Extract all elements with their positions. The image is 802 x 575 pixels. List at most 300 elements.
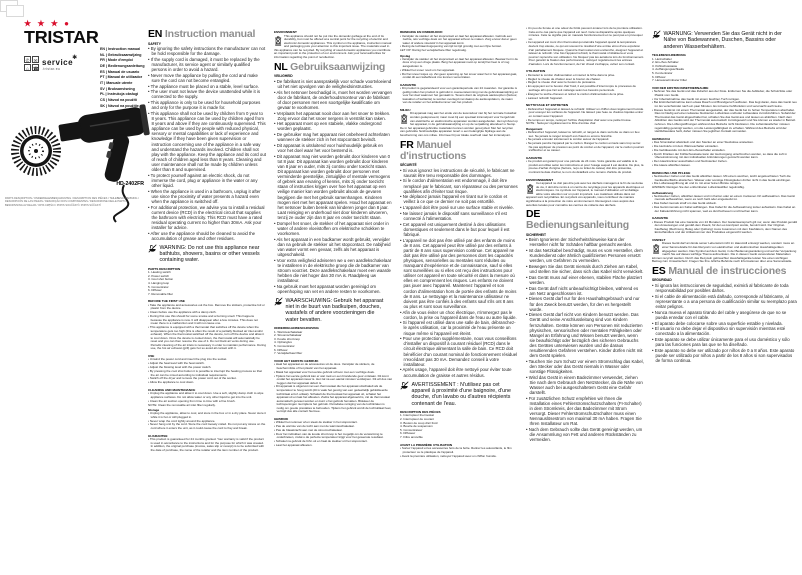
subsection-heading: GEBRUIK (274, 416, 289, 421)
bullet-item: • Si ignora las instrucciones de seguridad, eximirá al fabricante de toda responsabilidad por posibles daños. (652, 283, 798, 293)
part-item: Koude shot knop (277, 336, 300, 341)
part-item: Concentrator (277, 343, 295, 348)
bullet-item: • L'appareil doit être posé sur une surface stable et nivelée. (400, 205, 518, 210)
bullet-item: • Dit apparaat mag niet worden gebruikt door kinderen van 0 tot 8 jaar. Dit apparaat kan worden gebruikt door kinderen van 8 jaar en ouder, mits zij continu onder toezicht staan. Dit apparaat kan worden gebruikt door personen met verminderde geestelijke, zintuiglijke of mentale vermogens of gebrek aan ervaring of kennis, mits zij onder toezicht staan of instructies krijgen over hoe het apparaat op een veilige manier kan worden gebruikt alsook de gevaren begrijpen die met het gebruik samenhangen. Kinderen mogen niet met het apparaat spelen. Houd het apparaat en het netsnoer buiten bereik van kinderen jonger dan 8 jaar. Laat reiniging en onderhoud niet door kinderen uitvoeren, tenzij ze ouder zijn dan 8 jaar en onder toezicht staan. (274, 154, 392, 220)
separator: | (105, 63, 109, 68)
bullet-item: • Si l'appareil est utilisé dans une salle de bain, débranchez-le après utilisation, car la proximité de l'eau présente un risque même si l'appareil est éteint. (400, 320, 518, 335)
part-item: Ein-/Aus-Schalter (655, 60, 679, 65)
bullet-item: • Adjust the blowing level with the power switch. (148, 366, 266, 370)
bullet-item: • Never wrap the cord tightly around the appliance. (148, 420, 266, 424)
bullet-item: • Nach dem Gebrauch sollte das Gerät gereinigt werden, um die Ansammlung von Fett und anderen Rückständen zu vermeiden. (526, 427, 644, 442)
language-code: DE (526, 208, 541, 221)
bullet-list (652, 141, 798, 167)
bullet-item: • Laissez refroidir l'appareil. (526, 97, 644, 101)
phone-icon: ✆ (25, 58, 30, 63)
numbered-parts-list (400, 414, 518, 439)
bullet-item: • Clean the air suction opening from time to time with a fine brush. (148, 400, 266, 404)
bullet-item: • Bewegen Sie das Gerät niemals durch Ziehen am Kabel, und stellen Sie sicher, dass sich das Kabel nicht verwickelt. (526, 264, 644, 274)
bullet-item: • Netzstecker ziehen, abkühlen lassen und im Karton oder an einem trockenen Ort aufbewahren. Das Gerät niemals aufbewahren, wenn es noch heiß oder eingesteckt ist. (652, 195, 798, 202)
bullet-item: • De temps en temps, nettoyez l'orifice d'aspiration d'air avec une petite brosse. (526, 119, 644, 123)
no-water-warning-icon (148, 244, 157, 255)
part-item: Bouton de coup d'air froid (403, 420, 438, 425)
bullet-item: • Si le cordon d'alimentation est endommagé, il doit être remplacé par le fabricant, son réparateur ou des personnes qualifiées afin d'éviter tout risque. (400, 178, 518, 193)
bullet-list (526, 131, 644, 153)
bullet-item: • Reinig de luchtaanzuigopening van tijd tot tijd grondig met een fijne borstel. (400, 45, 518, 49)
bullet-item: • Ne déplacez jamais l'appareil en tirant sur le cordon et veillez à ce que ce dernier ne soit pas entortillé. (400, 194, 518, 204)
bullet-list (148, 304, 266, 351)
bullet-item: • Verwijder de stekker uit het stopcontact en laat het apparaat afkoelen. Gebruik een zachte, iets vochtige doek om het apparaat schoon te maken. Zorg ervoor dat er geen water of andere vloeistof in het apparaat komt. (400, 35, 518, 46)
bullet-item: • Das Gerät niemals am Kabel aufhängen. Das Kabel für die Aufbewahrung locker aufwickeln. Das Kabel an der Kabeleinführung nicht spannen, weil es durchscheuern und brechen kann. (652, 206, 798, 213)
subsection-subheading: Aufbewahrung (652, 190, 673, 195)
bullet-item: • Réglez le niveau d'air avec le bouton de puissance. (526, 81, 644, 85)
bullet-item: • Als het apparaat in een badkamer wordt gebruikt, verwijder dan na gebruik de stekker uit het stopcontact. De nabijheid van water vormt een gevaar, zelfs als het apparaat is uitgeschakeld. (274, 237, 392, 257)
part-item: Aufhängungsschlaufe (655, 67, 685, 72)
service-contact-icons (24, 56, 39, 71)
bullet-item: • Après usage, l'appareil doit être nettoyé pour éviter toute accumulation de graisse et autres résidus. (400, 367, 518, 377)
sparkle-icon: ✱ (72, 55, 78, 61)
language-label: Bedienungsanleitung (108, 63, 145, 68)
subsection-heading: GARANTIE (526, 155, 543, 160)
separator: | (105, 47, 109, 51)
service-domain: .tristar.eu (42, 67, 61, 71)
bullet-list (652, 90, 798, 133)
subsection-heading: GUARANTEE (148, 433, 168, 438)
warning-text: WAARSCHUWING: Gebruik het apparaat niet in de buurt van badkuipen, douches, wastafels of andere voorzieningen die water bevatten. (285, 297, 384, 323)
environment-paragraph (274, 35, 392, 60)
bullet-item: • For additional protection, we advise you to install a residual current device (RCD) in the electrical circuit that supplies the bathroom with electricity. This RCD must have a rated residual operating current no higher than 30mA. Ask your installer for advice. (148, 205, 266, 230)
part-item: Interrupteur thermostat (403, 413, 434, 418)
bullet-item: • Unwind the power cord and insert the plug into the socket. (148, 358, 266, 362)
multilanguage-parts-caption: PARTS DESCRIPTION / ONDERDELENBESCHRIJVING / DESCRIPTION DES PIÈCES / TEILEBESCHREIBUNG / DESCRIPCIÓN DE LAS PIEZAS / DESCRIÇÃO DOS COMPONENTES / DESCRIZIONE DELLE PARTI / BESKRIVNING AV DELAR / OPIS CZĘŚCI / POPIS SOUČÁSTÍ / POPIS SÚČASTÍ (5, 197, 139, 207)
numbered-parts-list (148, 271, 266, 296)
bullet-item: • Este aparato no debe ser utilizado por niños de 0 a 8 años. Este aparato puede ser utilizado por niños a partir de los 8 años si son supervisados de forma continua. (652, 348, 798, 363)
part-item: Heating switch (151, 270, 171, 275)
manual-column (526, 27, 644, 574)
bullet-item: • En appuyant sur le bouton d'air froid, il est possible d'interrompre le processus de séchage afin que l'air soit mélangé selon les besoins personnels. (526, 85, 644, 92)
bullet-item: • Pas de warmte van de lucht aan met de warmteschakelaar. (274, 425, 392, 429)
bullet-item: • Cet appareil est muni d'un thermostat qui éteindra l'appareil quand la température devient trop élevée, ce qui est souvent le résultat d'une entrée et/ou d'une expulsion d'air partiellement bloquée. Quand le thermostat s'est enclenché, éteignez l'appareil et laissez-le refroidir. Une fois l'appareil refroidi, le thermostat s'initialisera et vous pourrez reprendre son utilisation. Ne bloquez pas les aérations lors du fonctionnement. Pour garantir la fixation des performances, nettoyez régulièrement les entrées d'aération. Lors du fonctionnement, de l'air chaud s'échappe, évitez son contact. (526, 41, 644, 66)
manual-column (400, 27, 518, 574)
bullet-item: • Si el cable de alimentación está dañado, corresponde al fabricante, al representante o a una persona de cualificación similar su reemplazo para evitar peligros. (652, 294, 798, 309)
separator: | (105, 97, 109, 102)
no-water-warning-icon (274, 297, 283, 308)
logo-stars-icon: ★ ★ ★ ● (24, 19, 72, 28)
subsection-subheading: Opslag (400, 53, 411, 58)
section-title: Manual de instrucciones (668, 264, 787, 277)
part-item: Diffusor (655, 74, 666, 79)
environment-paragraph (526, 182, 644, 207)
separator: | (104, 86, 108, 91)
separator: | (104, 69, 108, 74)
subsection-heading: GEBRAUCH (652, 136, 670, 141)
bullet-item: • Ne jamais enrouler étroitement le cordon autour de l'appareil. (526, 138, 644, 142)
no-water-warning-icon (652, 30, 661, 41)
weee-bin-icon (400, 113, 408, 126)
bullet-list (400, 168, 518, 378)
bullet-list (400, 58, 518, 80)
bullet-list (526, 160, 644, 174)
language-code: SV (100, 86, 105, 91)
environment-paragraph (400, 112, 518, 137)
bullet-item: • When the appliance is used in a bathroom, unplug it after use since the proximity of water presents a hazard even when the appliance is switched off. (148, 189, 266, 204)
note-text: HINWEIS: Reinigen Sie den entfernbaren Lufteinlassfilter regelmäßig. (652, 185, 745, 190)
bullet-item: • Das Stromkabel abwickeln und den Stecker an einer Steckdose anstecken. (652, 141, 798, 145)
bullet-item: • Réglez le niveau de chaleur avec le bouton de chaleur. (526, 78, 644, 82)
bullet-item: • Verwijder de stekker uit het stopcontact en laat het apparaat afkoelen. Bewaar het in de doos of op een droge plaats. Berg het apparaat nooit op terwijl het heet is of nog aangesloten is. (400, 58, 518, 69)
bullet-item: • Dieses Gerät darf nur für den Haushaltsgebrauch und nur für den Zweck benutzt werden, für den es hergestellt wurde. (526, 296, 644, 311)
subsection-heading: UTILISATION (526, 69, 546, 74)
no-water-warning-icon (400, 381, 409, 392)
language-section-header (526, 209, 644, 231)
language-code: ES (652, 264, 666, 277)
language-code: PL (100, 92, 105, 97)
part-item: Interrupteur de courant (403, 417, 434, 422)
part-item: Kühlschusstaste (655, 63, 678, 68)
subsection-heading: GARANTIE (652, 216, 669, 221)
tristar-logo (24, 20, 99, 46)
subsection-heading: DESCRIPTION DES PIÈCES (400, 409, 441, 414)
warning-block (274, 298, 392, 323)
mail-icon: ✉ (33, 58, 38, 63)
bullet-item: • De gebruiker mag het apparaat niet onbeheerd achterlaten wanneer de stekker zich in het stopcontact bevindt. (274, 132, 392, 142)
bullet-item: • Die Heizstufe mit dem Wärmeschalter einstellen. (652, 145, 798, 149)
language-section-header (148, 29, 266, 40)
bullet-item: • This appliance is equipped with a thermostat that switches off the device when the temperature gets too high (this is often the result of a partially blocked air inlet and/or exhaust). When the thermostat switched off the device, turn off the device and allow it to cool down. Once the device is cooled down, the thermostat will automatically be reset and you can then resume the use of it. Do not block air vents during use. Periodic cleaning of the air inlets is necessary in order to maintain performance. During use, the hot air exhaust (grill) gets hot so avoid all contact with it. (148, 326, 266, 351)
bullet-item: • The appliance must be placed on a stable, level surface. (148, 84, 266, 89)
separator: | (104, 58, 108, 63)
manual-column (274, 27, 392, 574)
bullet-item: • By pressing the cool shot button it is possible to interrupt the heating process so that the air can be mixed according to individual requirements. (148, 370, 266, 377)
bullet-item: • Tijdens het eerste gebruik kan er wat rook en een brandende geur ontstaan. Dit komt omdat het apparaat nieuw is. Het zal na een aantal minuten verdwijnen. Dit wil dus niet zeggen dat het apparaat defect is. (274, 375, 392, 386)
bullet-item: • Tauchen Sie zum Schutz vor einem Stromschlag das Kabel, den Stecker oder das Gerät niemals in Wasser oder sonstige Flüssigkeiten. (526, 359, 644, 374)
bullet-list (274, 421, 392, 447)
bullet-list (526, 27, 644, 66)
bullet-item: • Débranchez l'appareil et laissez-le refroidir. Utilisez un chiffon doux légèrement humide pour essuyer les surfaces de l'appareil. Ne laissez pas l'eau ou d'autres liquides entrer en contact avec l'appareil. (526, 108, 644, 119)
home-icon: ⌂ (24, 64, 31, 71)
bullet-item: • Wikkel het snoer nooit om het apparaat. (400, 69, 518, 73)
subsection-heading: SAFETY (148, 41, 162, 46)
part-item: Diffuser (151, 288, 162, 293)
bullet-item: • Éteignez le sèche-cheveux et retirez le cordon d'alimentation de la prise. (526, 93, 644, 97)
subsection-heading: GARANTIE (400, 82, 417, 87)
subsection-heading: VOR DER ERSTEN INBETRIEBNAHME (652, 85, 709, 90)
warning-text: WARNING: Do not use this appliance near bathtubs, showers, basins or other vessels containing water. (159, 244, 260, 264)
bullet-item: • Dieses Gerät ist mit einem Thermostat ausgestattet, der das Gerät bei zu hohen Temperaturen abschaltet. Dies ist häufig auf einen teilweise blockierten Lufteinlass und/oder Luftauslass zurückzuführen. Sobald der Thermostat das Gerät abgeschaltet hat, schalten Sie das Gerät aus und lassen es abkühlen. Nach dem Abkühlen des Geräts wird der Thermostat automatisch zurückgesetzt und Sie können es wieder in Betrieb nehmen. Die Lüftungsöffnungen während des Betriebs nicht blockieren. Die Lufteinlasslöcher müssen regelmäßig gereinigt werden, um die Leistungsfähigkeit zu erhalten. Während des Betriebs wird der Heißluftauslass heiß, daher müssen Sie jeglichen Kontakt vermeiden. (652, 109, 798, 134)
bullet-item: • Dieses Gerät darf nicht von Kindern benutzt werden. Das Gerät und seine Anschlussleitung sind von Kindern fernzuhalten. Geräte können von Personen mit reduzierten physischen, sensorischen oder mentalen Fähigkeiten oder Mangel an Erfahrung und Wissen benutzt werden, wenn sie beaufsichtigt oder bezüglich des sicheren Gebrauchs des Gerätes unterwiesen wurden und die daraus resultierenden Gefahren verstehen. Kinder dürfen nicht mit dem Gerät spielen. (526, 312, 644, 358)
subsection-heading: ENVIRONNEMENT (526, 177, 554, 182)
subsection-heading: UMWELT (652, 237, 666, 242)
section-title: Instruction manual (164, 28, 256, 40)
part-item: Herausnehmbarer Filter (655, 78, 688, 83)
bullet-item: • If the supply cord is damaged, it must be replaced by the manufacturer, its service agent or similarly qualified persons in order to avoid a hazard. (148, 57, 266, 72)
bullet-item: • Die Luftansaugöffnung ab und zu mit einer feinen Bürste reinigen. (652, 182, 798, 186)
bullet-item: • Das Gerät muss auf einer ebenen, stabilen Fläche platziert werden. (526, 275, 644, 285)
separator: | (104, 75, 108, 80)
environment-text: Dieses Gerät darf am Ende seiner Lebenszeit nicht im Hausmüll entsorgt werden, sondern muss an einer Sammelstelle für das Recyceln von elektrischen und elektronischen Haushaltsgeräten abgegeben werden. Das Symbol auf dem Gerät, in der Bedienungsanleitung und auf der Verpackung macht Sie auf dieses wichtige Thema aufmerksam. Die in diesem Gerät verwendeten Materialien können recycelt werden. Durch das Recyceln gebrauchter Haushaltsgeräte leisten Sie einen wichtigen Beitrag zum Umweltschutz. Fragen Sie Ihre örtliche Behörde nach Informationen über eine Sammelstelle. (652, 241, 797, 264)
bullet-item: • Never move the appliance by pulling the cord and make sure the cord can not become entangled. (148, 73, 266, 83)
bullet-item: • Allow the appliance to cool down. (148, 381, 266, 385)
telephone-icon: ☎ (33, 66, 39, 71)
subsection-subheading: Storage (148, 408, 160, 412)
subsection-heading: MILIEU (400, 107, 411, 112)
bullet-list (652, 195, 798, 213)
language-code: NL (100, 52, 105, 57)
bullet-item: • L'appareil ne doit pas être utilisé par des enfants de moins de 8 ans. Cet appareil peut être utilisé par des enfants à partir de 8 ans sous supervision continue. Cet appareil ne doit pas être utilisé par des personnes dont les capacités physiques, sensorielles ou mentales sont réduites ou manquant d'expérience et de connaissance, sauf si elles sont surveillées ou si elles ont reçu des instructions pour utiliser cet appareil en toute sécurité et dans la mesure où elles en comprennent les risques. Les enfants ne doivent pas jouer avec l'appareil. Maintenez l'appareil et son cordon d'alimentation hors de portée des enfants de moins de 8 ans. Le nettoyage et la maintenance utilisateur ne doivent pas être confiés à des enfants sauf s'ils ont 8 ans ou plus et sont sous surveillance. (400, 238, 518, 309)
bullet-item: • Dit apparaat is uitgerust met een thermostaat die het apparaat uitschakelt als de temperatuur te hoog wordt (dit is vaak het gevolg van een gedeeltelijk geblokkeerde luchtinlaat en/of -uitlaat). Schakelt de thermostaat het apparaat uit, schakel het apparaat uit en laat het afkoelen. Zodra het apparaat afgekoeld is, zal de thermostaat automatisch gereset worden en kunt u het gebruik hervatten. Blokkeer de luchtopeningen niet tijdens het gebruik. Periodieke reiniging van de luchtinlaten is nodig om goede prestaties te behouden. Tijdens het gebruik wordt de luchtuitlaat heet, vermijd dus alle contact hiermee. (274, 385, 392, 413)
numbered-parts-list (274, 331, 392, 356)
part-item: Power switch (151, 273, 170, 278)
language-label: Mode d'emploi (107, 58, 133, 63)
bullet-list (526, 108, 644, 122)
bullet-item: • Take the appliance and accessories out the box. Remove the stickers, protective foil or plastic from the device. (148, 304, 266, 311)
separator: | (104, 52, 108, 57)
bullet-item: • Verplaats het apparaat nooit door aan het snoer te trekken. Zorg ervoor dat het snoer nergens in verstrikt kan raken. (274, 111, 392, 121)
service-badge (24, 55, 78, 71)
bullet-list (526, 74, 644, 100)
language-section-header (400, 140, 518, 162)
part-item: Ophanglus (277, 340, 292, 345)
bullet-item: • Het apparaat moet op een stabiele, vlakke ondergrond worden geplaatst. (274, 121, 392, 131)
manual-columns (148, 0, 802, 575)
bullet-item: • Dit product is gegarandeerd voor een garantieperiode van 24 maanden. Uw garantie is geldig indien het product is gebruikt in overeenstemming met de gebruiksaanwijzing en voor het doel waarvoor het gemaakt is. Tevens dient de originele aankoopbon (factuur, kassabon of kwitantie) te worden overlegd met daarop de aankoopdatum, de naam van de retailer en het artikelnummer van het product. (400, 87, 518, 105)
bullet-item: • To protect yourself against an electric shock, do not immerse the cord, plug or appliance in the water or any other liquid. (148, 173, 266, 188)
bullet-list (148, 358, 266, 384)
part-item: Filtre amovible (403, 435, 423, 440)
bullet-item: • Sortez l'appareil et les accessoires hors de la boîte. Retirez les autocollants, le film protecteur ou le plastique de l'appareil. (400, 447, 518, 454)
bullet-item: • Wikkel het netsnoer af en steek de stekker in het stopcontact. (274, 421, 392, 425)
subsection-heading: ENVIRONMENT (274, 30, 297, 34)
bullet-item: • This product is guaranteed for 24 months granted. Your warranty is valid if the product is used in accordance to the instructions and for the purpose for which it was created. In addition, the original purchase (invoice, sales slip or receipt) is to be submitted with the date of purchase, the name of the retailer and the item number of the product. (148, 438, 266, 452)
bullet-list (148, 46, 266, 241)
warning-text: AVERTISSEMENT : N'utilisez pas cet appareil à proximité d'une baignoire, d'une douche, d'un lavabo ou d'autres récipients contenant de l'eau. (411, 381, 511, 407)
bullet-item: • De fabrikant is niet aansprakelijk voor schade voortvloeiend uit het niet opvolgen van de veiligheidsinstructies. (274, 79, 392, 89)
bullet-item: • Vor Inbetriebnahme das Gerät mit einem feuchten Tuch reinigen. (652, 98, 798, 102)
language-label: Manual de utilizador (107, 75, 143, 80)
language-code: IT (100, 80, 104, 85)
subsection-heading: REINIGUNG UND PFLEGE (652, 170, 691, 175)
language-label: Gebruiksaanwijzing (107, 52, 142, 57)
subsection-heading: NETTOYAGE ET ENTRETIEN (526, 103, 569, 108)
bullet-item: • Schakel na gebruik de föhn uit en haal de stekker uit het stopcontact. (274, 440, 392, 444)
bullet-item: • Unplug the appliance, allow to cool, and store in the box or in a dry place. Never store it while it is hot or still plugged in. (148, 412, 266, 419)
weee-bin-icon (526, 183, 534, 196)
bullet-item: • Door het indrukken van de koude shot knop is het mogelijk om de verwarming te onderbreken, zodat u de perfecte temperatuur krijgt voor het gewenste resultaat. (274, 433, 392, 440)
language-label: Návod na použitie (108, 103, 139, 108)
bullet-item: • Pas de blaaskracht aan met de stroomschakelaar. (274, 429, 392, 433)
bullet-item: • Haal het apparaat en de accessoires uit de doos. Verwijder de stickers, de beschermfolie of het plastic van het apparaat. (274, 363, 392, 370)
bullet-item: • Déroulez le cordon d'alimentation et insérez la fiche dans la prise. (526, 74, 644, 78)
part-item: Diffuseur (403, 431, 416, 436)
service-wordmark (42, 55, 78, 71)
bullet-item: • Afin de vous éviter un choc électrique, n'immergez pas le cordon, la prise ou l'appareil dans de l'eau ou autre liquide. (400, 310, 518, 320)
bullet-item: • Ce produit est garanti pour une période de 24 mois. Votre garantie est valable si le produit est utilisé selon les instructions et pour l'usage auquel il est destiné. De plus, la preuve d'achat d'origine (facture, reçu ou ticket de caisse) doit être présentée, montrant la date d'achat, le nom du détaillant et le numéro d'article du produit. (526, 160, 644, 174)
bullet-item: • Ne jamais pendre l'appareil par le cordon. Rangez le cordon enroulé sans trop serrer. Ne pas appliquer de pression au point du cordon et de l'appareil, car le cordon pourrait s'effilocher et se casser. (526, 142, 644, 153)
subsection-heading: CLEANING AND MAINTENANCE (148, 387, 196, 392)
manual-column (652, 27, 798, 574)
environment-text: Cet appareil ne doit pas être jeté avec les déchets ménagers à la fin de sa durée de vie, il doit être remis à un centre de recyclage pour les appareils électriques et électroniques. Ce symbole sur l'appareil, le manuel d'utilisation et l'emballage attire votre attention sur un point important. Les matériaux utilisés dans cet appareil sont recyclables. En recyclant vos appareils, vous contribuez de manière significative à la protection de notre environnement. Renseignez-vous auprès des autorités locales pour connaître les centres de collecte des déchets. (526, 181, 644, 207)
bullet-list (148, 438, 266, 452)
cover-panel (0, 0, 148, 575)
bullet-item: • Laat het apparaat afkoelen. (274, 444, 392, 448)
subsection-heading: VEILIGHEID (274, 74, 293, 79)
bullet-item: • Bei Erstinbetriebnahme kann etwas Rauch und Brandgeruch auftreten. Das liegt daran, dass das Gerät neu ist. Es verschwindet nach ein paar Minuten. Es ist keine Fehlfunktion und verursacht auch keine. (652, 101, 798, 108)
subsection-heading: USE (148, 353, 155, 358)
language-code: NL (274, 60, 288, 73)
bullet-item: • Nunca mueva el aparato tirando del cable y asegúrese de que no se pueda enredar con el cable. (652, 310, 798, 320)
subsection-heading: ONDERDELENBESCHRIJVING (274, 326, 319, 331)
bullet-item: • Si vous ignorez les instructions de sécurité, le fabricant ne saurait être tenu responsable des dommages. (400, 168, 518, 178)
bullet-item: • El usuario no debe dejar el dispositivo sin supervisión mientras esté conectado a la alimentación. (652, 326, 798, 336)
bullet-item: • El aparato debe colocarse sobre una superficie estable y nivelada. (652, 321, 798, 326)
bullet-item: • After use the appliance should be cleaned to avoid the accumulation of grease and other residues. (148, 231, 266, 241)
subsection-heading: SICHERHEIT (526, 232, 546, 237)
bullet-item: • Für zusätzlichen Schutz empfehlen wir Ihnen die Installation eines Fehlerstromschutzschalters (FI-Schalter) in dem Stromkreis, der das Badezimmer mit Strom versorgt. Dieser Fehlerstromschutzschalter muss einen Nennauslösestrom von maximal 30 mA haben. Fragen Sie Ihren Installateur um Rat. (526, 396, 644, 426)
bullet-item: • Den Haartrockner ausschalten und Netzstecker ziehen. (652, 160, 798, 164)
note-text: NOTE: Clean the removable air inlet filter regularly. (148, 402, 216, 407)
environment-paragraph (652, 242, 798, 264)
bullet-item: • Durch Drücken der Kühlschusstaste kann der Heizvorgang unterbrochen werden, so dass die Luft in Übereinstimmung mit den individuellen Anforderungen gemischt werden kann. (652, 153, 798, 160)
language-label: Instrukcja obsługi (107, 92, 139, 97)
bullet-item: • The user must not leave the device unattended while it is connected to the supply. (148, 89, 266, 99)
language-code: FR (400, 138, 414, 151)
bullet-item: • Na gebruik moet het apparaat worden gereinigd om opeenhoping van vet en andere resten te voorkomen. (274, 284, 392, 294)
part-item: Concentrator (151, 284, 169, 289)
bullet-item: • Switch off the dryer and remove the power cord out of the socket. (148, 377, 266, 381)
part-item: Concentrateur (403, 427, 423, 432)
bullet-item: • Nehmen Sie das Gerät und das Zubehör aus der Kiste. Entfernen Sie die Aufkleber, die Schutzfolie oder Plastik vom Gerät. (652, 90, 798, 97)
part-item: Diffusor (277, 347, 288, 352)
bullet-list (148, 412, 266, 430)
subsection-heading: TEILEBESCHREIBUNG (652, 53, 686, 58)
language-code: SK (100, 103, 105, 108)
part-item: Cool shot button (151, 277, 174, 282)
language-label: Návod na použití (108, 97, 137, 102)
bullet-item: • Voor extra veiligheid adviseren we u een aardlekschakelaar te installeren in de elektrische groep die de badkamer van stroom voorziet. Deze aardlekschakelaar moet een waarde hebben die niet hoger dan 30 mA is. Raadpleeg uw installateur. (274, 258, 392, 283)
environment-text: This appliance should not be put into the domestic garbage at the end of its durability, but must be offered at a central point for the recycling of electric and electronic domestic appliances. This symbol on the appliance, instruction manual and packaging puts your attention to this important issue. The materials used in this appliance can be recycled. By recycling of used domestic appliances you contribute an important push to the protection of our environment. Ask your local authorities for information regarding the point of recollection. (274, 33, 392, 60)
bullet-list (652, 221, 798, 235)
bullet-list (148, 392, 266, 403)
warning-block (652, 31, 798, 50)
section-title: Bedienungsanleitung (526, 219, 629, 232)
bullet-item: • Unplug the appliance and allow it to cool down. Use a soft, slightly damp cloth to wipe appliance surfaces. Do not allow water or any other liquid to get into the unit. (148, 392, 266, 399)
bullet-item: • Cet appareil est uniquement destiné à des utilisations domestiques et seulement dans le but pour lequel il est fabriqué. (400, 222, 518, 237)
bullet-item: • Dompel het snoer, de stekker of het apparaat niet onder in water of andere vloeistoffen om elektrische schokken te voorkomen. (274, 221, 392, 236)
bullet-item: • Das Gerät darf nicht unbeaufsichtigt bleiben, während es am Netz angeschlossen ist. (526, 286, 644, 296)
bullet-list (400, 447, 518, 458)
bullet-item: • Beim Ignorieren der Sicherheitshinweise kann der Hersteller nicht für Schäden haftbar gemacht werden. (526, 237, 644, 247)
bullet-item: • Clean before use the appliance with a damp cloth. (148, 311, 266, 315)
bullet-item: • This appliance is only to be used for household purposes and only for the purpose it is made for. (148, 100, 266, 110)
weee-bin-icon (652, 243, 660, 256)
language-code: FR (100, 58, 105, 63)
subsection-heading: PARTS DESCRIPTION (148, 266, 181, 271)
section-title: Gebruiksaanwijzing (290, 60, 386, 73)
note-text: NOTE : Nettoyez régulièrement le filtre d'entrée d'air. (526, 121, 597, 126)
bullet-item: • Dieses Produkt hat eine Garantie von 24 Monaten. Der Garantieanspruch gilt nur, wenn das Produkt gemäß den Anweisungen und gemäß dem Zweck, für den es konzipiert wurde, benutzt wird. Der Original-Kaufbeleg (Rechnung, Beleg oder Quittung) muss zusammen mit dem Kaufdatum, dem Namen des Einzelhändlers und der Artikelnummer des Produktes eingereicht werden. (652, 221, 798, 235)
language-code: CS (100, 97, 105, 102)
bullet-item: • Die Gebläsestufe mit dem Ein-/Ausschalter einstellen. (652, 149, 798, 153)
warning-text: WARNUNG: Verwenden Sie das Gerät nicht in der Nähe von Badewannen, Duschen, Bassins oder anderen Wasserbehältern. (663, 31, 782, 50)
bullet-list (274, 79, 392, 294)
bullet-item: • Ne laissez jamais le dispositif sans surveillance s'il est connecté à l'alimentation. (400, 211, 518, 221)
language-label: Manuale utente (106, 80, 133, 85)
part-item: Removable filter (151, 291, 174, 296)
part-item: Stroomschakelaar (277, 333, 302, 338)
bullet-item: • Pour une protection supplémentaire, nous vous conseillons d'installer un dispositif à courant résiduel (RCD) dans le circuit électrique alimentant la salle de bain. Ce RCD doit bénéficier d'un courant nominal de fonctionnement résiduel n'excédant pas 30 mA. Demandez conseil à votre installateur. (400, 336, 518, 366)
bullet-item: • Este aparato se debe utilizar únicamente para el uso doméstico y sólo para las funciones para las que se ha diseñado. (652, 337, 798, 347)
bullet-item: • Das Kabel niemals straff um das Gerät wickeln. (652, 202, 798, 206)
part-item: Hanging loop (151, 281, 170, 286)
bullet-item: • Débranchez l'appareil, laissez-le refroidir, et rangez-le dans sa boîte ou dans un lieu sec. Ne jamais le ranger lorsqu'il est chaud ou encore branché. (526, 131, 644, 138)
bullet-item: • Rol het snoer losjes op. Zet geen spanning op het snoer waar het in het apparaat gaat, omdat dit een kabelbreuk zou kunnen veroorzaken. (400, 73, 518, 80)
brand-name: TRISTAR (24, 27, 99, 47)
note-text: LET OP: Reinig het verwijderbare filter regelmatig. (400, 48, 467, 53)
subsection-heading: SEGURIDAD (652, 278, 672, 283)
subsection-heading: AVANT LA PREMIÈRE UTILISATION (400, 442, 453, 447)
bullet-item: • By ignoring the safety instructions the manufacturer can not be hold responsible for the damage. (148, 46, 266, 56)
numbered-parts-list (652, 58, 798, 83)
language-label: Instruction manual (108, 47, 141, 51)
subsection-heading: VOOR HET EERSTE GEBRUIK (274, 358, 319, 363)
bullet-list (274, 363, 392, 413)
subsection-heading: BEFORE THE FIRST USE (148, 299, 185, 304)
language-code: DE (100, 63, 105, 68)
language-code: PT (100, 75, 105, 80)
service-label: service (42, 58, 74, 67)
model-number: HD-2402FR (116, 181, 144, 187)
bullet-item: • Die Haare abkühlen lassen. (652, 164, 798, 168)
language-code: EN (148, 28, 163, 40)
section-title: Manuel d'instructions (400, 138, 467, 162)
bullet-list (526, 237, 644, 442)
bullet-list (652, 283, 798, 363)
bullet-item: • Wird das Gerät in einem Badezimmer verwendet, ziehen Sie nach dem Gebrauch den Netzstecker, da die Nähe von Wasser auch bei ausgeschaltetem Gerät eine Gefahr darstellt. (526, 375, 644, 395)
bullet-item: • Maak het apparaat voor het eerste gebruik schoon met een vochtige doek. (274, 371, 392, 375)
bullet-list (400, 35, 518, 49)
subsection-heading: REINIGING EN ONDERHOUD (400, 30, 443, 34)
warning-block (148, 245, 266, 264)
part-item: Warmteschakelaar (277, 329, 303, 334)
language-label: Manual de usuario (107, 69, 140, 74)
bullet-item: • Dit apparaat is uitsluitend voor huishoudelijk gebruik en voor het doel waar het voor bestemd is. (274, 143, 392, 153)
separator: | (103, 80, 107, 85)
bullet-item: • Avant la première utilisation, nettoyez l'appareil avec un chiffon humide. (400, 455, 518, 459)
environment-text: Dit apparaat mag aan het einde van de levensduur niet bij het normale huisafval worden gedeponeerd, maar moet bij een speciaal inzamelpunt voor hergebruik van elektrische en elektronische apparaten worden aangeboden. Het symbool op het apparaat, in de gebruiksaanwijzing en op de verpakking attendeert u hierop. De in het apparaat gebruikte materialen kunnen worden gerecycled. Met het recyclen van gebruikte huishoudelijke apparaten levert u een belangrijke bijdrage aan de bescherming van ons milieu. Informeer bij uw lokale overheid naar het inzamelpunt. (400, 111, 518, 137)
diffuser-attachment (15, 130, 57, 172)
bullet-list (400, 87, 518, 105)
language-label: Bruksanvisning (107, 86, 135, 91)
separator: | (104, 92, 108, 97)
weee-bin-icon (274, 35, 282, 48)
subsection-subheading: Rangement (526, 126, 543, 131)
warning-block (400, 382, 518, 407)
bullet-item: • Never hang unit by the cord. Store the cord loosely coiled. Do not put any stress on the cord where it enters the unit, as it could cause the cord to fray and break. (148, 423, 266, 430)
language-code: EN (100, 47, 105, 51)
language-section-header (652, 266, 798, 277)
part-item: Boucle de suspension (403, 424, 433, 429)
manual-column (148, 27, 266, 574)
bullet-item: • Ist das Netzkabel beschädigt, muss es vom Hersteller, dem Kundendienst oder ähnlich qualifizierten Personen ersetzt werden, um Gefahren zu vermeiden. (526, 248, 644, 263)
bullet-item: • Netzstecker ziehen und das Gerät abkühlen lassen. Mit einem weichen, leicht angefeuchteten Tuch die Geräteoberfläche abwischen. Wasser oder sonstige Flüssigkeiten dürfen nicht in das Gerät eindringen. (652, 175, 798, 182)
separator: | (105, 103, 109, 108)
bullet-item: • Un peu de fumée et une odeur de brûlé peuvent émaner lors de la première utilisation. Cela est le cas parce que l'appareil est neuf. Cela va disparaître après quelques minutes. Cela ne signifie pas un mauvais fonctionnement et ne peut pas en provoquer un. (526, 27, 644, 41)
language-section-header (274, 62, 392, 73)
part-item: Konzentrator (655, 70, 673, 75)
part-item: Verwijderbaar filter (277, 351, 303, 356)
language-code: ES (100, 69, 105, 74)
bullet-item: • Als het netsnoer beschadigd is, moet het worden vervangen door de fabrikant, de onderhoudsmonteur van de fabrikant of door personen met een soortgelijke kwalificatie om gevaar te voorkomen. (274, 90, 392, 110)
bullet-item: • This appliance shall not be used by children from 0 year to 8 years. This appliance can be used by children aged from 8 years and above if they are continuously supervised. This appliance can be used by people with reduced physical, sensory or mental capabilities or lack of experience and knowledge if they have been given supervision or instruction concerning use of the appliance in a safe way and understand the hazards involved. Children shall not play with the appliance. Keep the appliance and its cord out of reach of children aged less than 8 years. Cleaning and user maintenance shall not be made by children unless older than 8 and supervised. (148, 111, 266, 172)
